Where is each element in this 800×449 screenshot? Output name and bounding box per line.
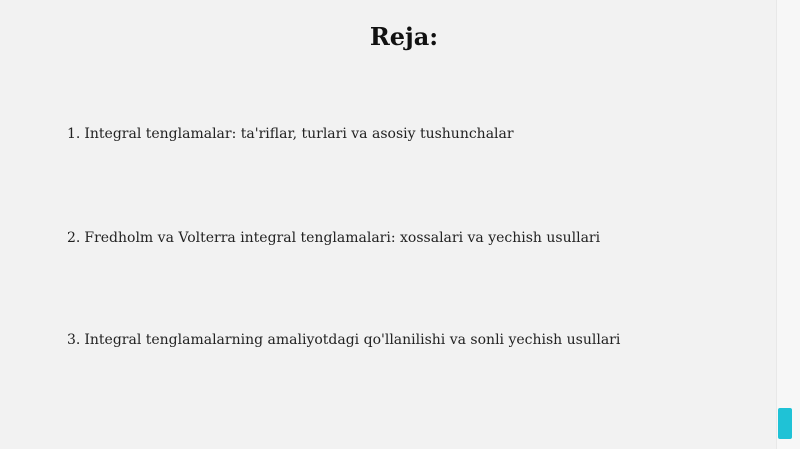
plan-item-number: 2. (67, 230, 81, 246)
plan-item (67, 124, 514, 144)
slide-title: Reja: (369, 22, 439, 51)
plan-item-text: Fredholm va Volterra integral tenglamalari: xossalari va yechish usullari (84, 230, 601, 246)
vertical-scrollbar-track[interactable] (776, 0, 800, 449)
vertical-scrollbar-thumb[interactable] (778, 408, 792, 439)
plan-item (67, 228, 600, 248)
plan-item-text: Integral tenglamalarning amaliyotdagi qo'llanilishi va sonli yechish usullari (84, 332, 621, 348)
plan-item (67, 330, 620, 350)
plan-item-number: 3. (67, 332, 81, 348)
plan-item-number: 1. (67, 126, 81, 142)
plan-item-text: Integral tenglamalar: ta'riflar, turlari va asosiy tushunchalar (84, 126, 514, 142)
